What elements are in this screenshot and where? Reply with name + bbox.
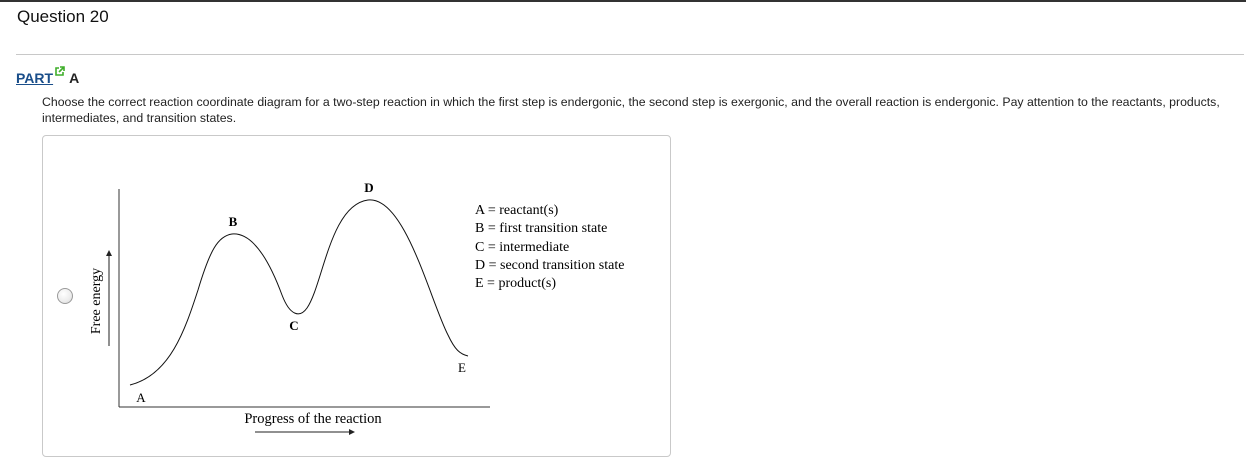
question-title: Question 20 [17, 7, 109, 26]
legend-item: D = second transition state [475, 258, 625, 273]
point-label-c: C [289, 318, 299, 333]
point-label-d: D [364, 180, 374, 195]
x-axis-label: Progress of the reaction [244, 411, 382, 427]
diagram-legend [475, 203, 624, 291]
point-label-b: B [228, 214, 238, 229]
legend-item: C = intermediate [475, 240, 570, 255]
point-label-a: A [136, 390, 146, 405]
y-axis-label: Free energy [89, 267, 104, 335]
legend-item: E = product(s) [475, 276, 556, 291]
part-letter: A [69, 70, 80, 86]
point-label-e: E [458, 360, 466, 375]
legend-item: A = reactant(s) [475, 203, 559, 218]
legend-item: B = first transition state [475, 221, 608, 236]
energy-curve [130, 200, 468, 385]
part-link[interactable]: PART [16, 70, 54, 86]
question-prompt: Choose the correct reaction coordinate diagram for a two-step reaction in which the first step is endergonic, the second step is exergonic, and the overall reaction is endergonic. Pay attention to the reactants, products, intermediates, and transition states. [42, 95, 1220, 125]
